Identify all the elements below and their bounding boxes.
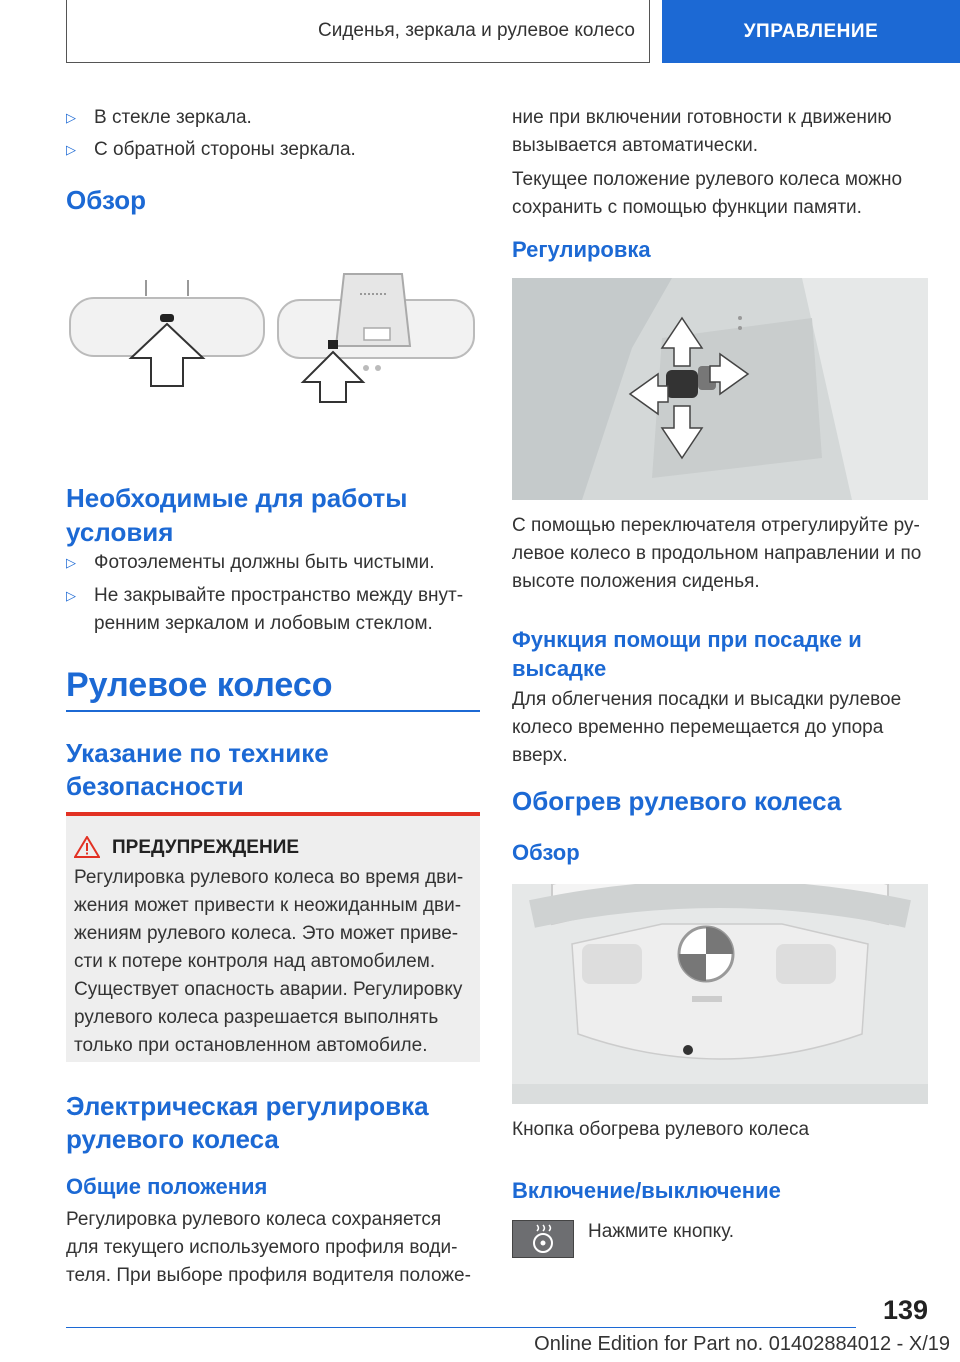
triangle-bullet-icon: ▷ (66, 555, 76, 570)
warning-text: Регулировка рулевого колеса во время дви- жения может привести к неожиданным дви- жениям рулевого колеса. Это может приве- сти к потере контроля над автомобилем. Существует опасность аварии. Регулировку рулевого колеса разрешается выполнять только при остановленном автомобиле. (74, 867, 464, 1056)
on-off-heading: Включение/выключение (512, 1178, 781, 1203)
steering-heating-icon (513, 1221, 573, 1257)
heating-button-caption: Кнопка обогрева рулевого колеса (512, 1119, 810, 1140)
header-section-title (66, 0, 650, 63)
list-item: ▷ Не закрывайте пространство между внут- ренним зеркалом и лобовым стеклом. (66, 582, 486, 638)
electric-adjust-heading: Электрическая регулировка рулевого колеса (66, 1091, 429, 1154)
triangle-bullet-icon: ▷ (66, 110, 76, 125)
section-divider (66, 710, 480, 712)
header-section-label: Сиденья, зеркала и рулевое колесо (318, 20, 635, 41)
heating-heading: Обогрев рулевого колеса (512, 786, 842, 816)
safety-heading: Указание по технике безопасности (66, 738, 329, 801)
triangle-bullet-icon: ▷ (66, 588, 76, 603)
list-item: ▷ С обратной стороны зеркала. (66, 136, 486, 164)
overview-heading: Обзор (66, 185, 146, 215)
warning-triangle-icon (74, 836, 100, 858)
adjust-switch-photo (512, 278, 928, 500)
footer-divider (66, 1327, 856, 1328)
general-heading: Общие положения (66, 1174, 268, 1199)
steering-wheel-photo (512, 884, 928, 1104)
steering-wheel-heading: Рулевое колесо (66, 666, 333, 704)
adjust-text: С помощью переключателя отрегулируйте ру- левое колесо в продольном направлении и по высоте положения сиденья. (512, 515, 922, 592)
general-text: Регулировка рулевого колеса сохраняется для текущего используемого профиля води- теля. При выборе профиля водителя положе- (66, 1209, 471, 1286)
footer-edition: Online Edition for Part no. 01402884012 - X/19 (534, 1333, 950, 1355)
heating-overview-heading: Обзор (512, 840, 580, 865)
conditions-heading: Необходимые для работы условия (66, 483, 408, 547)
continuation-text: ние при включении готовности к движению вызывается автоматически. Текущее положение рулевого колеса можно сохранить с помощью функции памяти. (512, 107, 903, 218)
list-item: ▷ В стекле зеркала. (66, 104, 486, 132)
list-item: ▷ Фотоэлементы должны быть чистыми. (66, 549, 486, 577)
warning-bar (66, 812, 480, 816)
page-number: 139 (882, 1295, 928, 1325)
entry-assist-text: Для облегчения посадки и высадки рулевое колесо временно перемещается до упора вверх. (512, 689, 902, 766)
press-button-text: Нажмите кнопку. (588, 1221, 735, 1242)
triangle-bullet-icon: ▷ (66, 142, 76, 157)
header-chapter-label: УПРАВЛЕНИЕ (743, 20, 879, 42)
mirror-illustration (66, 266, 480, 406)
entry-assist-heading: Функция помощи при посадке и высадке (512, 627, 862, 681)
adjust-heading: Регулировка (512, 237, 651, 262)
header-chapter-tab (662, 0, 960, 63)
warning-label: ПРЕДУПРЕЖДЕНИЕ (112, 837, 300, 858)
steering-heating-button[interactable] (512, 1220, 574, 1258)
